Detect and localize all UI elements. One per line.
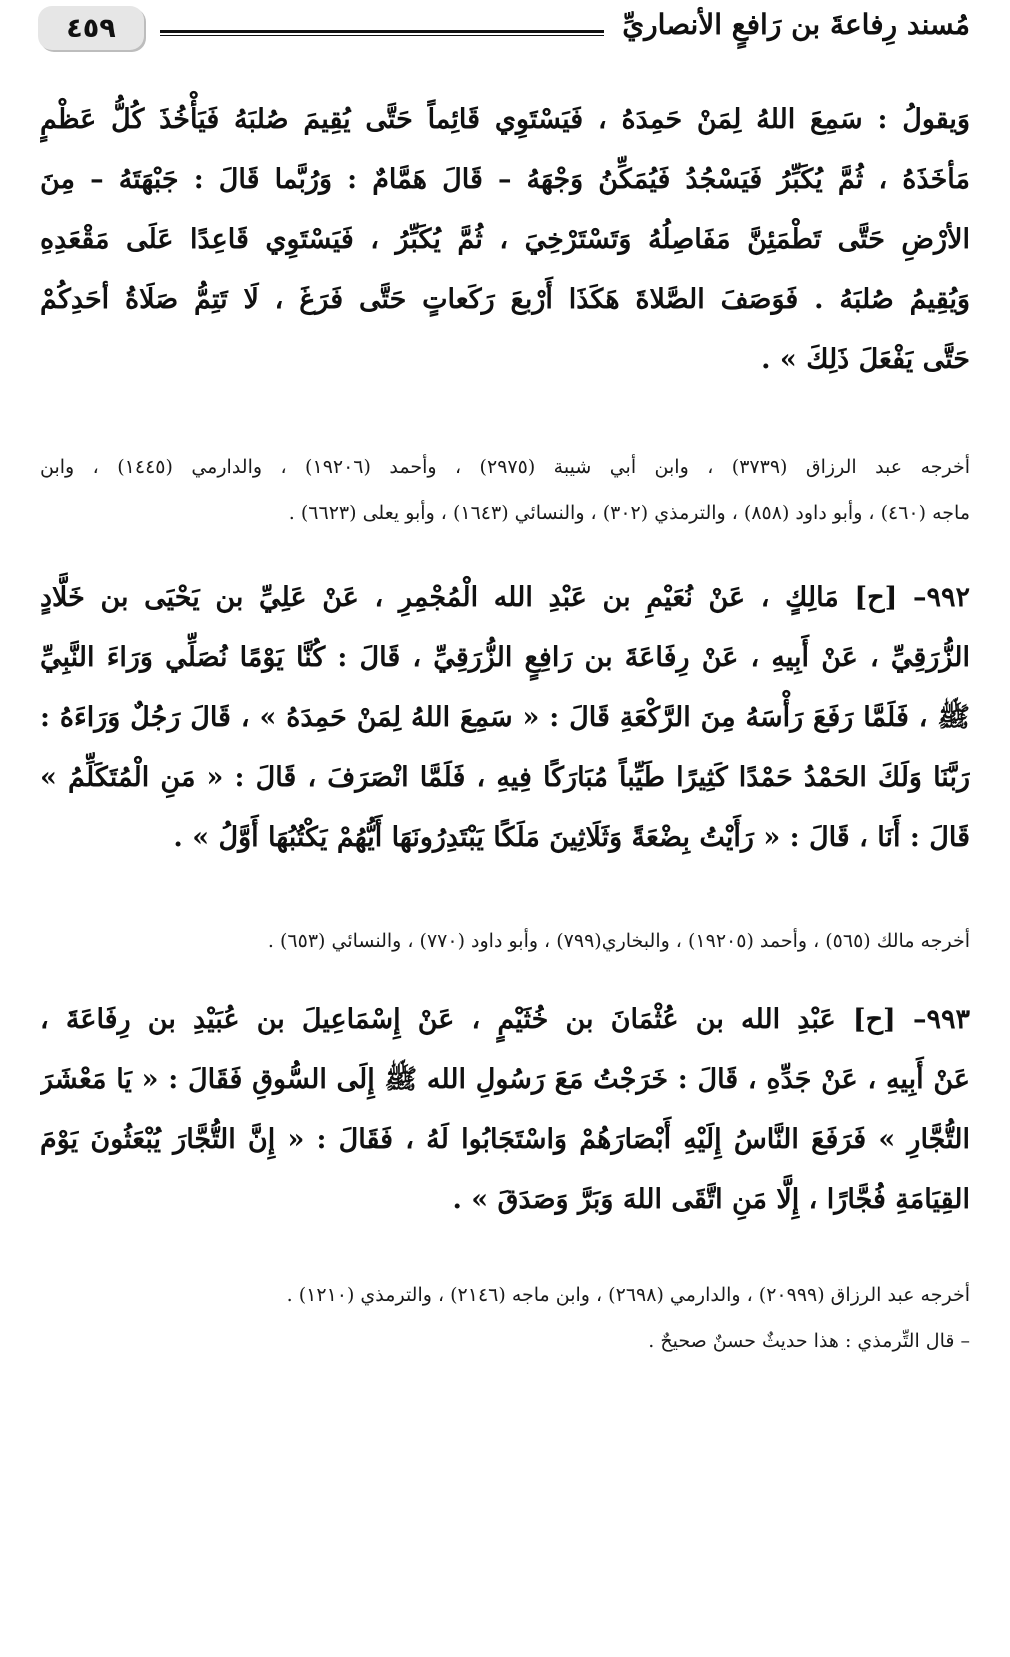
text-line: مَأخَذَهُ ، ثُمَّ يُكَبِّرُ فَيَسْجُدُ فَيُمَكِّنُ وَجْهَهُ – قَالَ هَمَّامٌ : وَرُبَّما قَالَ : جَبْهَتَهُ – مِنَ [40, 164, 970, 195]
page-header [0, 0, 1010, 62]
text-line: عَنْ أَبِيهِ ، عَنْ جَدِّهِ ، قَالَ : خَرَجْتُ مَعَ رَسُولِ الله ﷺ إِلَى السُّوقِ فَقَالَ : « يَا مَعْشَرَ [40, 1064, 970, 1095]
text-line: ٩٩٣– [ح] عَبْدِ الله بن عُثْمَانَ بن خُثَيْمٍ ، عَنْ إِسْمَاعِيلَ بن عُبَيْدِ بن رِفَاعَةَ ، [40, 1004, 970, 1035]
page-number: ٤٥٩ [38, 6, 144, 50]
text-line: الأرْضِ حَتَّى تَطْمَئِنَّ مَفَاصِلُهُ وَتَسْتَرْخِيَ ، ثُمَّ يُكَبِّرُ ، فَيَسْتَوِي قَاعِدًا عَلَى مَقْعَدِهِ [40, 224, 970, 255]
text-line: رَبَّنَا وَلَكَ الحَمْدُ حَمْدًا كَثِيرًا طَيِّباً مُبَارَكًا فِيهِ ، فَلَمَّا انْصَرَفَ ، قَالَ : « مَنِ الْمُتَكَلِّمُ » [40, 762, 970, 793]
text-line: الزُّرَقِيِّ ، عَنْ أَبِيهِ ، عَنْ رِفَاعَةَ بن رَافِعٍ الزُّرَقِيِّ ، قَالَ : كُنَّا يَوْمًا نُصَلِّي وَرَاءَ النَّبِيِّ [40, 642, 970, 673]
takhrij-note [40, 1272, 970, 1364]
takhrij-note [40, 918, 970, 964]
text-line: القِيَامَةِ فُجَّارًا ، إِلَّا مَنِ اتَّقَى اللهَ وَبَرَّ وَصَدَقَ » . [452, 1184, 970, 1215]
text-line: التُّجَّارِ » فَرَفَعَ النَّاسُ إِلَيْهِ أَبْصَارَهُمْ وَاسْتَجَابُوا لَهُ ، فَقَالَ : « إِنَّ التُّجَّارَ يُبْعَثُونَ يَوْمَ [40, 1124, 970, 1155]
text-line: وَيقولُ : سَمِعَ اللهُ لِمَنْ حَمِدَهُ ، فَيَسْتَوِي قَائِماً حَتَّى يُقِيمَ صُلبَهُ فَيَأْخُذَ كُلُّ عَظْمٍ [40, 104, 970, 135]
reference-line: أخرجه عبد الرزاق (٢٠٩٩٩) ، والدارمي (٢٦٩٨) ، وابن ماجه (٢١٤٦) ، والترمذي (١٢١٠) . [286, 1284, 970, 1306]
tirmidhi-grading: – قال التِّرمذي : هذا حديثٌ حسنٌ صحيحٌ . [648, 1330, 970, 1352]
text-line: حَتَّى يَفْعَلَ ذَلِكَ » . [761, 344, 970, 375]
text-line: ٩٩٢– [ح] مَالِكٍ ، عَنْ نُعَيْمِ بن عَبْدِ الله الْمُجْمِرِ ، عَنْ عَلِيِّ بن يَحْيَى بن خَلَّادٍ [40, 582, 970, 613]
takhrij-note [40, 444, 970, 536]
running-title: مُسند رِفاعةَ بن رَافعٍ الأنصاريِّ [622, 8, 970, 41]
hadith-993 [40, 990, 970, 1230]
header-rule [160, 30, 604, 36]
reference-line: أخرجه عبد الرزاق (٣٧٣٩) ، وابن أبي شيبة (٢٩٧٥) ، وأحمد (١٩٢٠٦) ، والدارمي (١٤٤٥) ، وابن [40, 456, 970, 478]
reference-line: ماجه (٤٦٠) ، وأبو داود (٨٥٨) ، والترمذي (٣٠٢) ، والنسائي (١٦٤٣) ، وأبو يعلى (٦٦٢٣) . [288, 502, 970, 524]
continued-hadith-text [40, 90, 970, 390]
reference-line: أخرجه مالك (٥٦٥) ، وأحمد (١٩٢٠٥) ، والبخاري(٧٩٩) ، وأبو داود (٧٧٠) ، والنسائي (٦٥٣) . [267, 930, 970, 952]
text-line: قَالَ : أَنَا ، قَالَ : « رَأَيْتُ بِضْعَةً وَثَلَاثِينَ مَلَكًا يَبْتَدِرُونَهَا أَيُّهُمْ يَكْتُبُهَا أَوَّلُ » . [173, 822, 970, 853]
hadith-992 [40, 568, 970, 868]
text-line: ﷺ ، فَلَمَّا رَفَعَ رَأْسَهُ مِنَ الرَّكْعَةِ قَالَ : « سَمِعَ اللهُ لِمَنْ حَمِدَهُ » ، قَالَ رَجُلٌ وَرَاءَهُ : [40, 702, 970, 733]
text-line: وَيُقِيمُ صُلبَهُ . فَوَصَفَ الصَّلاةَ هَكَذَا أَرْبعَ رَكَعاتٍ حَتَّى فَرَغَ ، لَا تَتِمُّ صَلَاةُ أحَدِكُمْ [40, 284, 970, 315]
